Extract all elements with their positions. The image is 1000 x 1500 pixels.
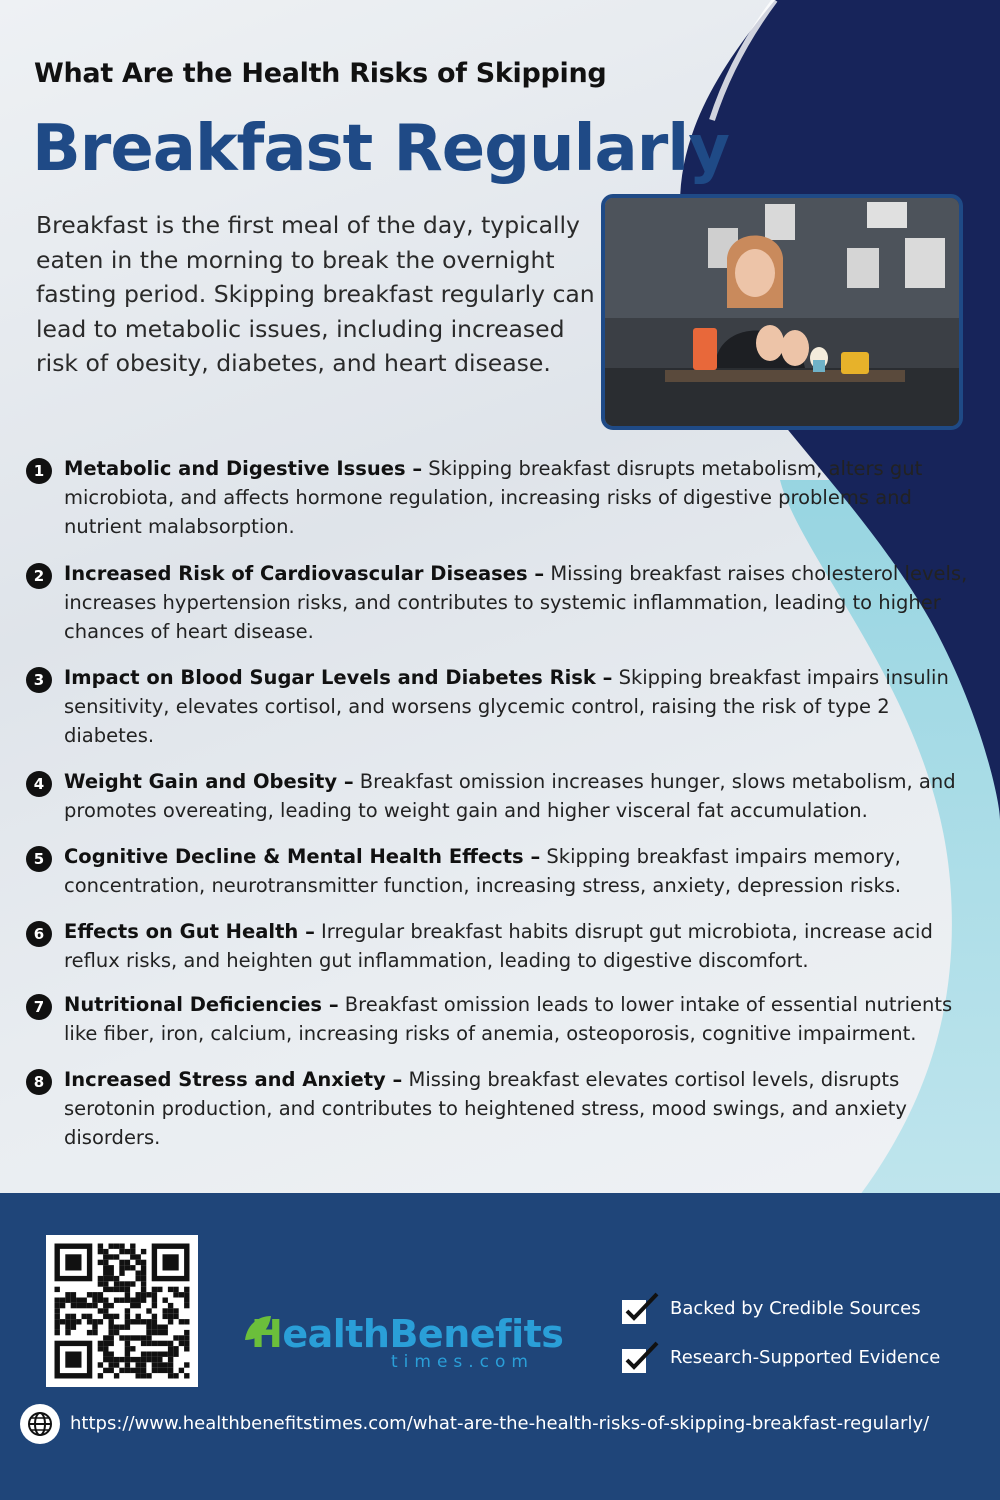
risk-text: Breakfast omission leads to lower intake of essential nutrients like fiber, iron, calcium, increasing risks of anemia, osteoporosis, cognitive impairment. xyxy=(64,993,953,1045)
header-kicker: What Are the Health Risks of Skipping xyxy=(34,58,607,89)
risk-text: Skipping breakfast impairs insulin sensitivity, elevates cortisol, and worsens glycemic control, raising the risk of type 2 diabetes. xyxy=(64,666,949,747)
risk-title: Cognitive Decline & Mental Health Effects – xyxy=(64,845,541,868)
qr-code[interactable] xyxy=(46,1235,198,1387)
page-title: Breakfast Regularly xyxy=(32,112,729,186)
intro-paragraph: Breakfast is the first meal of the day, typically eaten in the morning to break the overnight fasting period. Skipping breakfast regularly can lead to metabolic issues, including increased risk of obesity, diabetes, and heart disease. xyxy=(36,211,595,377)
number-badge: 7 xyxy=(26,994,52,1020)
risk-text: Breakfast omission increases hunger, slows metabolism, and promotes overeating, leading to weight gain and higher visceral fat accumulation. xyxy=(64,770,956,822)
risk-title: Increased Risk of Cardiovascular Diseases – xyxy=(64,562,545,585)
badge-label: Backed by Credible Sources xyxy=(670,1298,921,1319)
number-badge: 5 xyxy=(26,846,52,872)
logo-first-letter: H xyxy=(251,1312,283,1356)
risk-title: Weight Gain and Obesity – xyxy=(64,770,354,793)
risk-item xyxy=(24,454,969,541)
number-badge: 3 xyxy=(26,667,52,693)
number-badge: 6 xyxy=(26,921,52,947)
checkmark-icon xyxy=(620,1292,660,1326)
risk-title: Effects on Gut Health – xyxy=(64,920,315,943)
risk-item xyxy=(24,1065,969,1152)
number-badge: 4 xyxy=(26,771,52,797)
risk-item xyxy=(24,663,969,750)
logo-subtitle: times.com xyxy=(391,1352,534,1372)
logo-rest: ealthBenefits xyxy=(282,1312,564,1356)
risk-title: Increased Stress and Anxiety – xyxy=(64,1068,403,1091)
risk-item xyxy=(24,990,969,1048)
risk-item xyxy=(24,767,969,825)
risk-item xyxy=(24,842,969,900)
woman-refusing-breakfast-photo xyxy=(601,194,963,430)
risk-text: Irregular breakfast habits disrupt gut microbiota, increase acid reflux risks, and heighten gut inflammation, leading to digestive discomfort. xyxy=(64,920,933,972)
logo-wordmark xyxy=(251,1312,563,1356)
risk-item xyxy=(24,917,969,975)
risk-text: Skipping breakfast impairs memory, concentration, neurotransmitter function, increasing stress, anxiety, depression risks. xyxy=(64,845,902,897)
risks-list xyxy=(24,454,969,1152)
risk-title: Nutritional Deficiencies – xyxy=(64,993,339,1016)
globe-icon xyxy=(20,1404,60,1444)
number-badge: 1 xyxy=(26,458,52,484)
risk-text: Missing breakfast raises cholesterol levels, increases hypertension risks, and contributes to systemic inflammation, leading to higher chances of heart disease. xyxy=(64,562,968,643)
checkmark-icon xyxy=(620,1341,660,1375)
site-logo[interactable] xyxy=(243,1312,563,1382)
risk-text: Skipping breakfast disrupts metabolism, alters gut microbiota, and affects hormone regulation, increasing risks of digestive problems and nutrient malabsorption. xyxy=(64,457,923,538)
source-url-link[interactable]: https://www.healthbenefitstimes.com/what-are-the-health-risks-of-skipping-breakfast-regularly/ xyxy=(70,1413,930,1434)
risk-item xyxy=(24,559,969,646)
number-badge: 8 xyxy=(26,1069,52,1095)
risk-title: Impact on Blood Sugar Levels and Diabetes Risk – xyxy=(64,666,613,689)
badge-label: Research-Supported Evidence xyxy=(670,1347,941,1368)
number-badge: 2 xyxy=(26,563,52,589)
risk-title: Metabolic and Digestive Issues – xyxy=(64,457,423,480)
risk-text: Missing breakfast elevates cortisol levels, disrupts serotonin production, and contributes to heightened stress, mood swings, and anxiety disorders. xyxy=(64,1068,907,1149)
